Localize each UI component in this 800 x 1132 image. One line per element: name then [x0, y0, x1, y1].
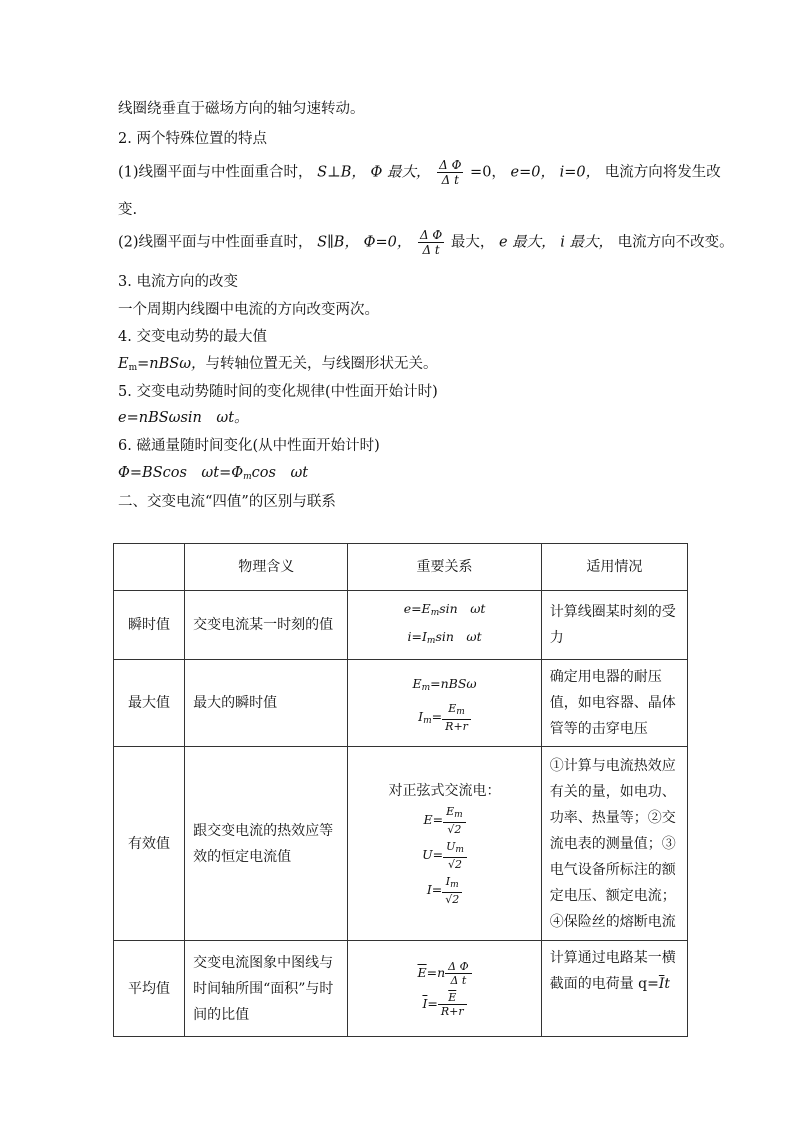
row-usage: 确定用电器的耐压值，如电容器、晶体管等的击穿电压	[541, 660, 687, 747]
table-header-cell	[114, 544, 185, 591]
fraction-numerator: Δ Φ	[439, 158, 462, 172]
row-usage: 计算线圈某时刻的受力	[541, 591, 687, 660]
fraction	[418, 228, 444, 257]
formula-frag: e=E	[403, 601, 431, 616]
subscript: m	[450, 880, 459, 890]
text-line-5	[118, 228, 734, 257]
text-line-3	[118, 158, 721, 187]
fraction	[442, 702, 471, 733]
row-meaning: 交变电流图象中图线与时间轴所围“面积”与时间的比值	[185, 941, 348, 1037]
row-label: 最大值	[114, 660, 185, 747]
row-usage	[541, 941, 687, 1037]
formula-frag: I	[418, 708, 424, 724]
subscript: m	[430, 608, 440, 618]
table-row	[114, 941, 688, 1037]
section-heading-5: 5. 交变电动势随时间的变化规律(中性面开始计时)	[118, 384, 438, 400]
text-frag: 电流方向将发生改	[604, 164, 721, 181]
formula-frag: =n	[426, 964, 446, 980]
formula-frag: I	[445, 875, 451, 888]
fraction-denominator: R+r	[445, 719, 468, 733]
section-heading-3: 3. 电流方向的改变	[118, 274, 238, 290]
subscript: m	[426, 636, 436, 646]
fraction	[445, 960, 471, 987]
fraction-numerator: Δ Φ	[419, 228, 443, 242]
fraction-numerator: Δ Φ	[445, 960, 471, 974]
formula-frag: sin ωt	[435, 629, 482, 644]
formula	[356, 840, 532, 871]
formula-frag: =0，	[470, 164, 506, 181]
fraction-numerator	[442, 702, 471, 720]
fraction-denominator: Δ t	[441, 173, 459, 187]
text-line-7: 一个周期内线圈中电流的方向改变两次。	[118, 302, 379, 318]
formula-frag: E=	[423, 812, 444, 827]
formula-frag: E	[446, 805, 455, 818]
section-heading-4: 4. 交变电动势的最大值	[118, 329, 267, 345]
fraction	[437, 158, 463, 187]
formula-frag: cos ωt	[251, 465, 309, 481]
subscript: m	[243, 472, 252, 482]
row-meaning: 交变电流某一时刻的值	[185, 591, 348, 660]
formula-frag: Φ=BScos ωt=Φ	[118, 465, 244, 481]
formula-frag: i=I	[407, 629, 427, 644]
row-meaning: 跟交变电流的热效应等效的恒定电流值	[185, 747, 348, 941]
formula-frag: =nBSω，	[137, 356, 206, 372]
usage-text: 计算通过电路某一横截面的电荷量 q=	[549, 950, 676, 992]
formula-frag: e 最大，	[498, 234, 556, 251]
subscript: m	[421, 682, 431, 693]
formula-frag: E	[448, 701, 457, 715]
row-relation	[348, 747, 541, 941]
fraction-numerator	[442, 875, 462, 893]
row-label: 平均值	[114, 941, 185, 1037]
fraction-denominator: √2	[445, 893, 460, 906]
formula-frag: i=0，	[559, 164, 601, 181]
formula-frag: Φ=0，	[363, 234, 412, 251]
text-frag: 电流方向不改变。	[617, 234, 734, 251]
table-header-cell: 适用情况	[541, 544, 687, 591]
formula	[356, 991, 532, 1018]
table-row	[114, 591, 688, 660]
formula-frag: U=	[422, 847, 444, 862]
formula-intro: 对正弦式交流电：	[388, 783, 501, 799]
formula-frag: =	[427, 995, 438, 1011]
table-header-cell: 物理含义	[185, 544, 348, 591]
formula-frag: $\overline{I}$	[658, 976, 665, 992]
section-heading-two: 二、交变电流“四值”的区别与联系	[118, 494, 336, 510]
formula-frag: =	[431, 708, 443, 724]
row-meaning: 最大的瞬时值	[185, 660, 348, 747]
fraction-numerator	[443, 805, 466, 823]
fraction-denominator: √2	[447, 823, 462, 836]
subscript: m	[454, 810, 463, 820]
fraction-numerator: $\overline{E}$	[438, 991, 467, 1005]
text-line-13	[118, 461, 308, 482]
row-relation	[348, 591, 541, 660]
formula	[356, 805, 532, 836]
formula-frag: t	[664, 976, 671, 992]
subscript: m	[423, 715, 432, 726]
formula-frag: S⊥B，	[317, 164, 366, 181]
subscript: m	[128, 363, 138, 373]
formula	[356, 960, 532, 987]
table-row	[114, 660, 688, 747]
table-row	[114, 747, 688, 941]
row-relation	[348, 660, 541, 747]
formula	[356, 875, 532, 906]
formula-frag: $\overline{I}$	[422, 995, 428, 1011]
fraction-denominator: √2	[448, 858, 463, 871]
formula-frag: e=0，	[510, 164, 555, 181]
formula-frag: =nBSω	[430, 675, 477, 691]
table-header-cell: 重要关系	[348, 544, 541, 591]
text-line-1: 线圈绕垂直于磁场方向的轴匀速转动。	[118, 101, 365, 117]
row-usage: ①计算与电流热效应有关的量，如电功、功率、热量等；②交流电表的测量值；③电气设备所标注的额定电压、额定电流；④保险丝的熔断电流	[541, 747, 687, 941]
table-header-row	[114, 544, 688, 591]
formula-frag: E	[118, 356, 129, 372]
row-label: 有效值	[114, 747, 185, 941]
subscript: m	[455, 845, 464, 855]
formula-frag: Φ 最大，	[370, 164, 431, 181]
fraction	[438, 991, 467, 1018]
fraction	[443, 805, 466, 836]
section-heading-6: 6. 磁通量随时间变化(从中性面开始计时)	[118, 438, 380, 454]
text-frag: 与转轴位置无关，与线圈形状无关。	[205, 356, 438, 372]
text-line-11: e=nBSωsin ωt。	[118, 410, 249, 426]
section-heading-2: 2. 两个特殊位置的特点	[118, 131, 267, 147]
text-frag: 最大，	[450, 234, 495, 251]
formula	[356, 627, 532, 651]
text-frag: (1)线圈平面与中性面重合时，	[118, 164, 313, 181]
fraction	[442, 875, 462, 906]
formula	[356, 674, 532, 698]
four-values-table	[113, 543, 688, 1037]
formula	[356, 702, 532, 733]
fraction-denominator: Δ t	[422, 243, 440, 257]
formula-frag: sin ωt	[439, 601, 486, 616]
formula-frag: E	[412, 675, 422, 691]
row-label: 瞬时值	[114, 591, 185, 660]
formula-frag: S∥B，	[317, 234, 359, 251]
text-line-9	[118, 352, 438, 373]
formula-frag: $\overline{E}$	[417, 964, 427, 980]
formula-frag: U	[446, 840, 456, 853]
fraction-numerator	[443, 840, 467, 858]
text-frag: (2)线圈平面与中性面垂直时，	[118, 234, 313, 251]
subscript: m	[456, 706, 465, 717]
formula	[356, 599, 532, 623]
formula-frag: I=	[426, 882, 443, 897]
fraction	[443, 840, 467, 871]
formula-frag: i 最大，	[560, 234, 614, 251]
row-relation	[348, 941, 541, 1037]
fraction-denominator: Δ t	[450, 973, 467, 987]
fraction-denominator: R+r	[440, 1004, 464, 1018]
text-line-4: 变.	[118, 202, 138, 218]
